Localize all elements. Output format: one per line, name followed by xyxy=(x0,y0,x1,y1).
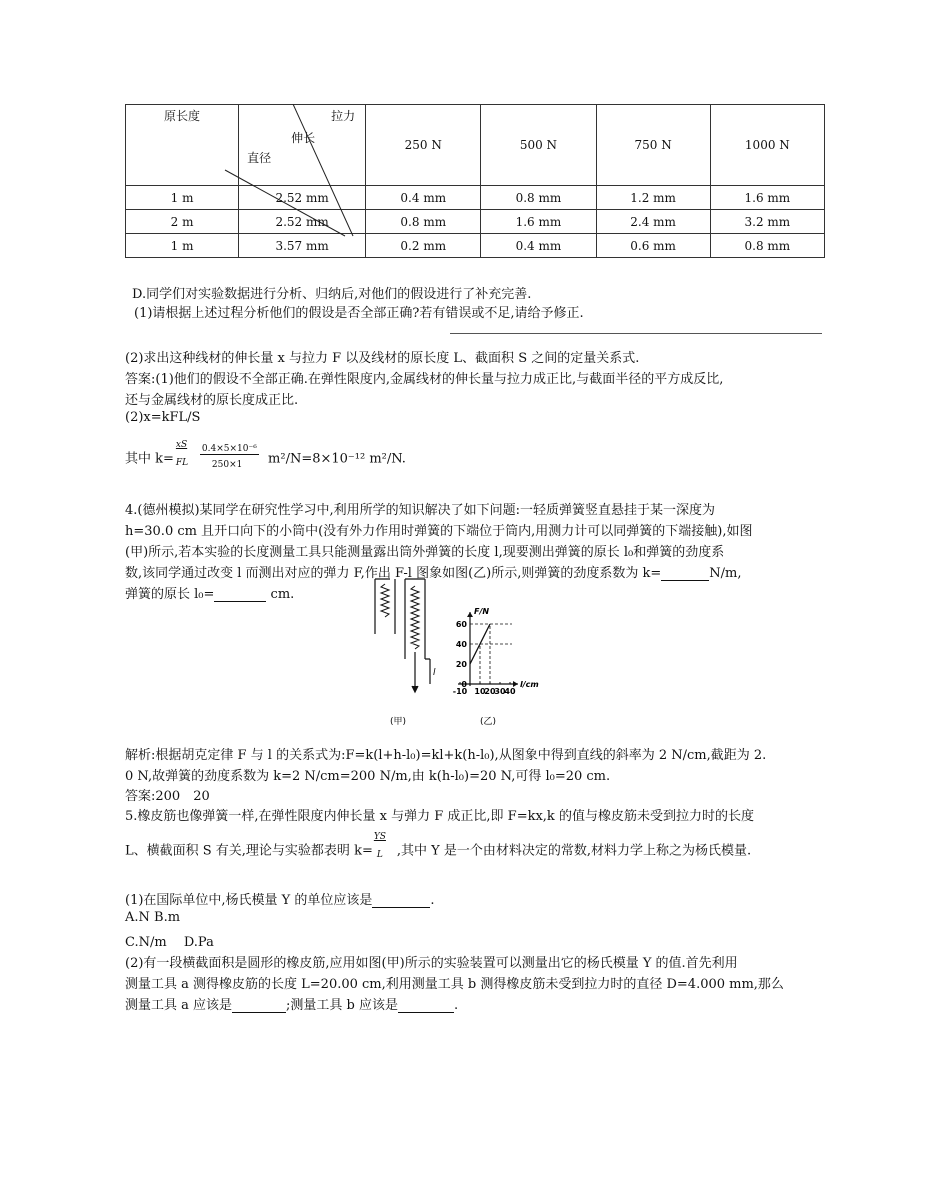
cell-value: 0.8 mm xyxy=(481,186,596,210)
answer-1-cont: 还与金属线材的原长度成正比. xyxy=(125,393,299,408)
header-force: 拉力 xyxy=(331,109,356,123)
d-line: D.同学们对实验数据进行分析、归纳后,对他们的假设进行了补充完善. xyxy=(132,287,532,302)
q5-2-line2: 测量工具 a 测得橡皮筋的长度 L=20.00 cm,利用测量工具 b 测得橡皮筋未受到拉力时的直径 D=4.000 mm,那么 xyxy=(125,977,784,992)
tube-diagram xyxy=(375,579,430,692)
header-length: 原长度 xyxy=(164,109,201,123)
q5-1-end: . xyxy=(430,893,435,908)
solution-2: 0 N,故弹簧的劲度系数为 k=2 N/cm=200 N/m,由 k(h-l₀)=20 N,可得 l₀=20 cm. xyxy=(125,769,611,784)
p5-line2-rest: ,其中 Y 是一个由材料决定的常数,材料力学上称之为杨氏模量. xyxy=(396,843,752,859)
header-diagonal-lines xyxy=(125,104,385,244)
header-elong: 伸长 xyxy=(291,131,316,145)
answer-line xyxy=(450,333,822,334)
force-header: 1000 N xyxy=(710,105,824,186)
cell-value: 0.6 mm xyxy=(596,234,710,258)
q5-2-end: . xyxy=(453,998,459,1013)
y-axis-arrow xyxy=(467,612,473,617)
x-tick-label: 40 xyxy=(504,687,516,696)
cell-length: 2 m xyxy=(126,210,239,234)
question-1: (1)请根据上述过程分析他们的假设是否全部正确?若有错误或不足,请给予修正. xyxy=(134,306,584,321)
answer-2: (2)x=kFL/S xyxy=(125,410,201,425)
cell-diameter: 3.57 mm xyxy=(239,234,366,258)
cell-value: 1.6 mm xyxy=(481,210,596,234)
ys-frac-bottom: L xyxy=(376,850,383,860)
q5-1-text: (1)在国际单位中,杨氏模量 Y 的单位应该是 xyxy=(125,893,373,908)
options-ab: A.N B.m xyxy=(125,910,181,925)
cell-value: 0.8 mm xyxy=(710,234,824,258)
y-axis-label: F/N xyxy=(474,607,490,616)
force-header: 250 N xyxy=(366,105,481,186)
p4-line5-text: 弹簧的原长 l₀= xyxy=(125,587,215,602)
k-number-fraction xyxy=(198,444,264,474)
ys-fraction xyxy=(373,832,397,866)
header-diameter: 直径 xyxy=(247,151,272,165)
q5-1 xyxy=(125,889,435,908)
force-header: 500 N xyxy=(481,105,596,186)
spring-figure xyxy=(370,574,580,734)
x-tick-label: 30 xyxy=(494,687,506,696)
cell-value: 3.2 mm xyxy=(710,210,824,234)
y-tick-label: 20 xyxy=(455,660,467,669)
answer-4: 答案:200 20 xyxy=(125,789,210,804)
k-answer-blank[interactable] xyxy=(661,568,709,581)
options-cd: C.N/m D.Pa xyxy=(125,935,214,950)
y-tick-label: 40 xyxy=(455,640,467,649)
p4-line4-unit: N/m, xyxy=(709,566,742,581)
l0-answer-blank[interactable] xyxy=(214,589,266,602)
answer-1: 答案:(1)他们的假设不全部正确.在弹性限度内,金属线材的伸长量与拉力成正比,与截面半径的平方成反比, xyxy=(125,372,724,387)
k-num-top: 0.4×5×10⁻⁶ xyxy=(201,444,257,454)
x-tick-label: -10 xyxy=(452,687,468,696)
cell-value: 0.4 mm xyxy=(366,186,481,210)
ys-frac-top: YS xyxy=(373,832,386,842)
label-yi: (乙) xyxy=(480,717,497,727)
question-2: (2)求出这种线材的伸长量 x 与拉力 F 以及线材的原长度 L、截面积 S 之间的定量关系式. xyxy=(125,351,640,366)
p4-line5 xyxy=(125,583,294,602)
cell-value: 1.6 mm xyxy=(710,186,824,210)
p5-line2-text: L、横截面积 S 有关,理论与实验都表明 k= xyxy=(125,843,373,859)
x-axis-label: l/cm xyxy=(520,680,539,689)
q5-2-b-text: ;测量工具 b 应该是 xyxy=(286,998,398,1013)
f-l-graph xyxy=(453,607,539,696)
k-num-bottom: 250×1 xyxy=(211,460,243,470)
cell-value: 0.4 mm xyxy=(481,234,596,258)
y-tick-label: 0 xyxy=(461,680,467,689)
k-result: m²/N=8×10⁻¹² m²/N. xyxy=(263,451,406,467)
cell-value: 2.4 mm xyxy=(596,210,710,234)
unit-answer-blank[interactable] xyxy=(372,895,430,908)
solution-1: 解析:根据胡克定律 F 与 l 的关系式为:F=k(l+h-l₀)=kl+k(h-l₀),从图象中得到直线的斜率为 2 N/cm,截距为 2. xyxy=(125,748,767,763)
p5-line1: 5.橡皮筋也像弹簧一样,在弹性限度内伸长量 x 与弹力 F 成正比,即 F=kx,k 的值与橡皮筋未受到拉力时的长度 xyxy=(125,809,754,824)
x-tick-label: 20 xyxy=(484,687,496,696)
k-prefix: 其中 k= xyxy=(125,451,174,467)
q5-2-line1: (2)有一段横截面积是圆形的橡皮筋,应用如图(甲)所示的实验装置可以测量出它的杨氏模量 Y 的值.首先利用 xyxy=(125,956,738,971)
cell-value: 0.8 mm xyxy=(366,210,481,234)
k-frac-top: xS xyxy=(175,440,188,450)
p4-line5-unit: cm. xyxy=(266,587,295,602)
x-tick-label: 10 xyxy=(474,687,486,696)
l-label: l xyxy=(433,668,436,678)
y-tick-label: 60 xyxy=(455,620,467,629)
cell-length: 1 m xyxy=(126,186,239,210)
cell-diameter: 2.52 mm xyxy=(239,210,366,234)
force-header: 750 N xyxy=(596,105,710,186)
cell-value: 1.2 mm xyxy=(596,186,710,210)
label-jia: (甲) xyxy=(390,717,407,727)
p4-line2: h=30.0 cm 且开口向下的小筒中(没有外力作用时弹簧的下端位于筒内,用测力计可以同弹簧的下端接触),如图 xyxy=(125,524,753,539)
tool-b-blank[interactable] xyxy=(398,1000,454,1013)
k-formula xyxy=(125,440,406,474)
p4-line1: 4.(德州模拟)某同学在研究性学习中,利用所学的知识解决了如下问题:一轻质弹簧竖直悬挂于某一深度为 xyxy=(125,503,716,518)
cell-value: 0.2 mm xyxy=(366,234,481,258)
k-frac-bottom: FL xyxy=(175,458,189,468)
q5-2-line3 xyxy=(125,994,458,1013)
k-fraction xyxy=(174,440,198,474)
q5-2-a-text: 测量工具 a 应该是 xyxy=(125,998,233,1013)
tool-a-blank[interactable] xyxy=(232,1000,286,1013)
p4-line4-text: 数,该同学通过改变 l 而测出对应的弹力 F,作出 F-l 图象如图(乙)所示,则弹簧的劲度系数为 k= xyxy=(125,566,662,581)
cell-length: 1 m xyxy=(126,234,239,258)
cell-diameter: 2.52 mm xyxy=(239,186,366,210)
p5-line2 xyxy=(125,832,752,866)
p4-line3: (甲)所示,若本实验的长度测量工具只能测量露出筒外弹簧的长度 l,现要测出弹簧的原长 l₀和弹簧的劲度系 xyxy=(125,545,725,560)
